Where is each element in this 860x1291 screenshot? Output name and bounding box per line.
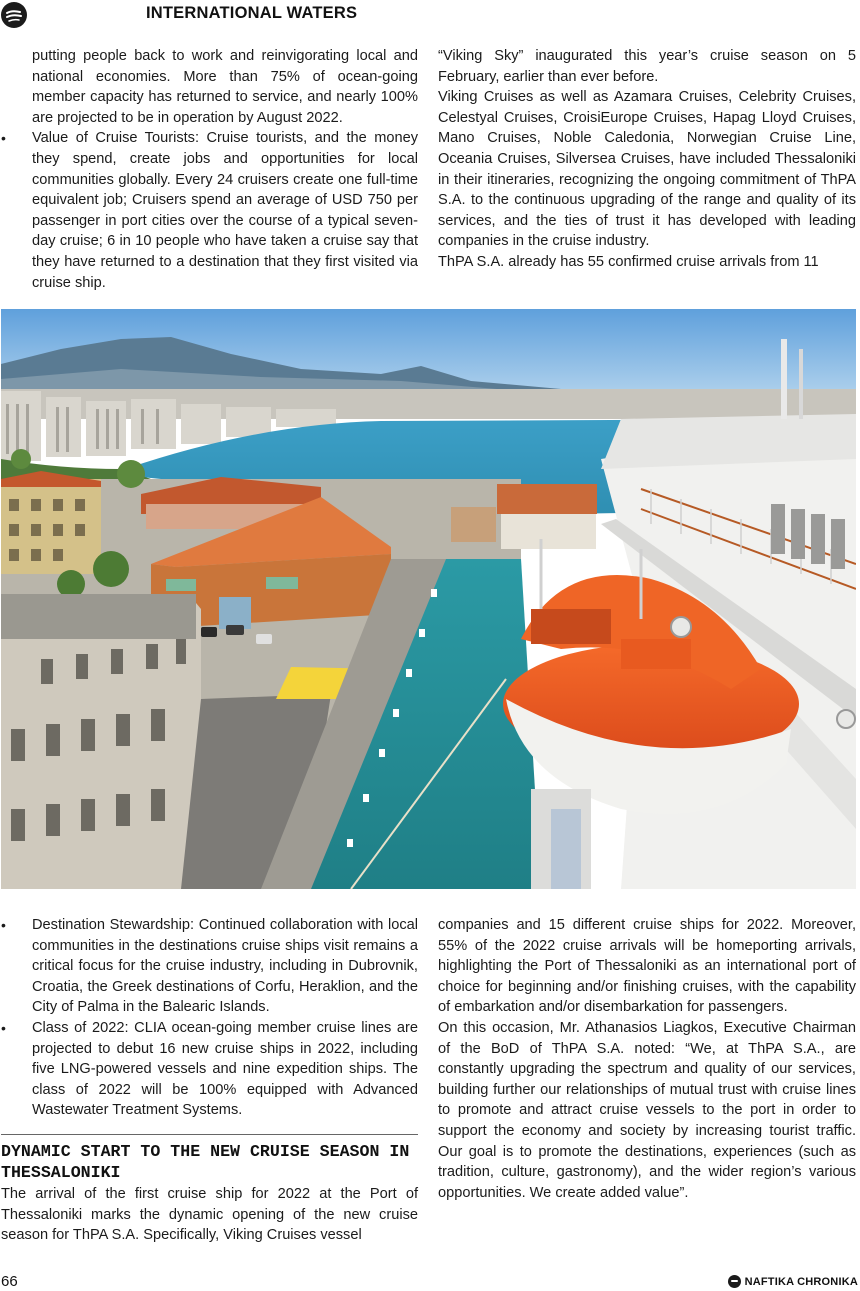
column-right-top <box>438 46 856 273</box>
paragraph: companies and 15 different cruise ships for 2022. Moreover, 55% of the 2022 cruise arrivals will be homeporting arrivals, highlighting the Port of Thessaloniki as an international port of choice for beginning and/or finishing cruises, with the capability of embarkation and/or disembarkation for passengers. <box>438 917 856 1016</box>
bullet-list <box>32 128 418 293</box>
bullet-list <box>32 915 418 1121</box>
paragraph: ThPA S.A. already has 55 confirmed cruise arrivals from 11 <box>438 253 819 270</box>
column-left-top <box>32 46 418 293</box>
page-number: 66 <box>1 1273 18 1290</box>
footer-brand <box>728 1275 858 1288</box>
paragraph: On this occasion, Mr. Athanasios Liagkos, Executive Chairman of the BoD of ThPA S.A. noted: “We, at ThPA S.A., are constantly upgrading the spectrum and quality of our services, building further our relationships of mutual trust with cruise lines to promote and attract cruise vessels to the port in order to support the economy and society by increasing tourist traffic. Our goal is to promote the destinations, experiences (such as tradition, culture, gastronomy), and the wider region’s various opportunities. We create added value”. <box>438 1019 856 1201</box>
section-subheading: DYNAMIC START TO THE NEW CRUISE SEASON IN THESSALONIKI <box>1 1142 410 1182</box>
column-left-subsection <box>1 1184 418 1246</box>
column-left-bottom <box>32 915 418 1121</box>
brand-name: NAFTIKA CHRONIKA <box>744 1275 858 1288</box>
paragraph: “Viking Sky” inaugurated this year’s cruise season on 5 February, earlier than ever before. <box>438 48 856 85</box>
paragraph: putting people back to work and reinvigorating local and national economies. More than 75% of ocean-going member capacity has returned to service, and nearly 100% are projected to be in operation by August 2022. <box>32 48 418 126</box>
paragraph: Viking Cruises as well as Azamara Cruises, Celebrity Cruises, Celestyal Cruises, CroisiEurope Cruises, Hapag Lloyd Cruises, Mano Cruises, Noble Caledonia, Norwegian Cruise Line, Oceania Cruises, Silversea Cruises, have included Thessaloniki in their itineraries, recognizing the ongoing commitment of ThPA S.A. to the continuous upgrading of the range and quality of its services, and the ties of trust it has developed with leading companies in the cruise industry. <box>438 89 856 250</box>
bullet-value-of-cruise-tourists: • Value of Cruise Tourists: Cruise tourists, and the money they spend, create jobs and opportunities for local communities globally. Every 24 cruisers create one full-time equivalent job; Cruisers spend an average of USD 750 per passenger in port cities over the course of a typical seven-day cruise; 6 in 10 people who have taken a cruise say that they have returned to a destination that they first visited via cruise ship. <box>32 128 418 293</box>
bullet-class-of-2022: • Class of 2022: CLIA ocean-going member cruise lines are projected to debut 16 new cruise ships in 2022, including five LNG-powered vessels and nine expedition ships. The class of 2022 will be 100% equipped with Advanced Wastewater Treatment Systems. <box>32 1018 418 1121</box>
section-title: INTERNATIONAL WATERS <box>146 4 358 22</box>
bullet-destination-stewardship: • Destination Stewardship: Continued collaboration with local communities in the destinations cruise ships visit remains a critical focus for the cruise industry, including in Dubrovnik, Croatia, the Greek destinations of Corfu, Heraklion, and the City of Palma in the Balearic Islands. <box>32 915 418 1018</box>
wave-icon <box>1 2 27 28</box>
page-header <box>0 0 860 30</box>
brand-logo-icon <box>728 1275 741 1288</box>
harbor-photo <box>1 309 856 889</box>
section-divider <box>1 1134 418 1135</box>
paragraph: The arrival of the first cruise ship for 2022 at the Port of Thessaloniki marks the dynamic opening of the new cruise season for ThPA S.A. Specifically, Viking Cruises vessel <box>1 1186 418 1244</box>
column-right-bottom <box>438 915 856 1203</box>
